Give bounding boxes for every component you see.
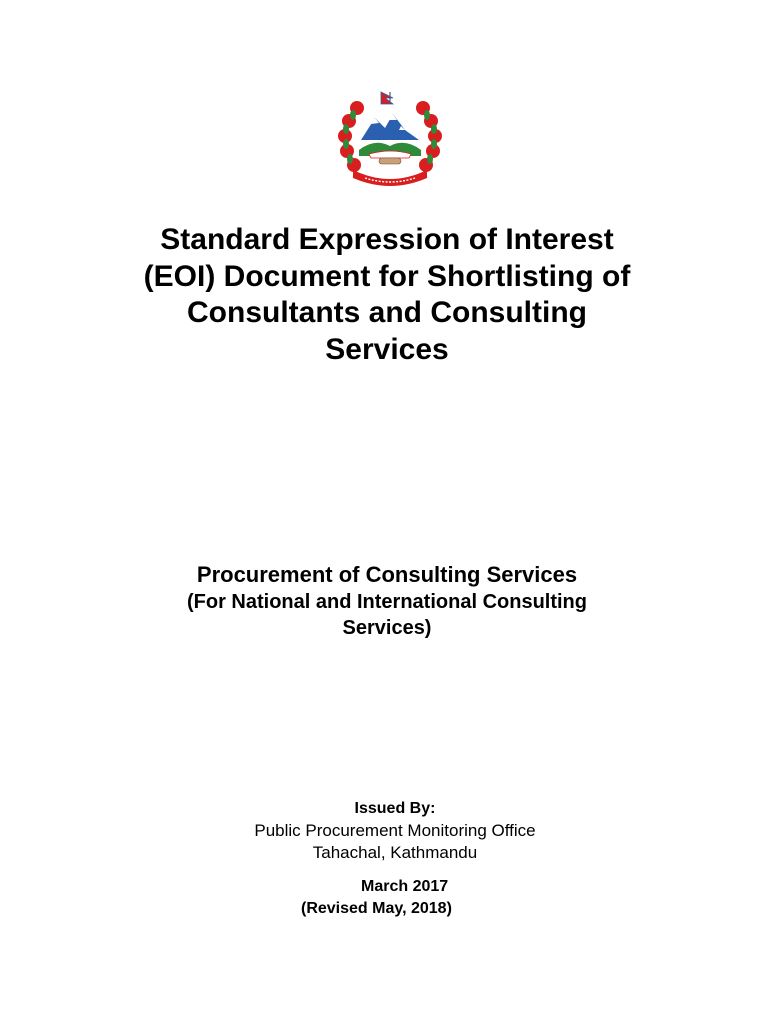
title-line: Standard Expression of Interest	[160, 223, 614, 256]
document-title	[60, 222, 714, 368]
emblem-mountains	[361, 114, 419, 140]
issued-by-label: Issued By:	[354, 800, 436, 817]
document-subtitle	[60, 561, 714, 641]
revision-date: (Revised May, 2018)	[301, 900, 452, 917]
subtitle-line: (For National and International Consulting	[187, 591, 587, 613]
issue-date: March 2017	[361, 878, 449, 895]
subtitle-line: Services)	[342, 617, 432, 639]
nepal-coat-of-arms-icon	[335, 88, 445, 194]
issuer-block	[195, 798, 595, 864]
subtitle-line: Procurement of Consulting Services	[196, 562, 578, 587]
issuer-office: Public Procurement Monitoring Office	[254, 821, 536, 840]
emblem-flag	[381, 92, 393, 104]
title-line: Services	[325, 332, 449, 366]
title-line: Consultants and Consulting	[187, 296, 587, 329]
emblem-handshake	[379, 158, 401, 164]
title-line: (EOI) Document for Shortlisting of	[143, 259, 631, 293]
emblem-hills	[359, 143, 421, 158]
emblem-ribbon	[353, 170, 427, 186]
issuer-location: Tahachal, Kathmandu	[312, 843, 478, 862]
